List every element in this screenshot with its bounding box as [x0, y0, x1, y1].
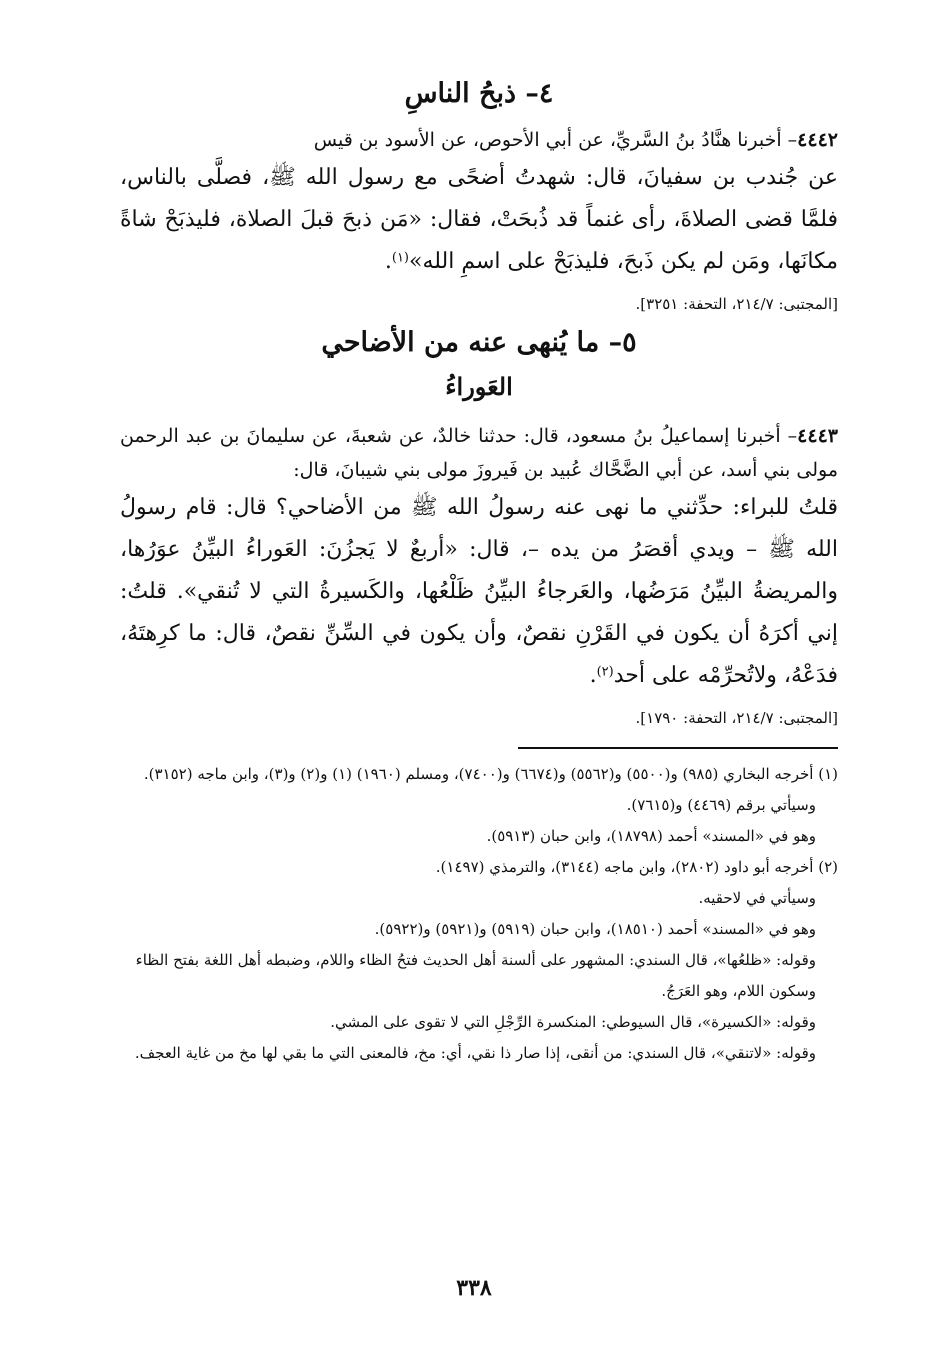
footnote-line: وقوله: «الكسيرة»، قال السيوطي: المنكسرة الرِّجْلِ التي لا تقوى على المشي. — [330, 1013, 816, 1031]
hadith-4442-lead-line — [314, 129, 838, 151]
footnote-marker[interactable]: (٢) — [596, 664, 614, 680]
hadith-isnad: – أخبرنا هنَّادُ بنُ السَّريِّ، عن أبي الأحوص، عن الأسود بن قيس — [313, 129, 798, 151]
hadith-4443: ٤٤٤٣– أخبرنا إسماعيلُ بنُ مسعود، قال: حدثنا خالدٌ، عن شعبةَ، عن سليمانَ بن عبد الرحمن مولى بني أسد، عن أبي الضَّحَّاك عُبيد بن فَيروزَ مولى بني شيبانَ، قال: قلتُ للبراء: حدِّثني ما نهى عنه رسولُ الله ﷺ من الأضاحي؟ قال: قام رسولُ الله ﷺ – ويدي أقصَرُ من يده –، قال: «أربعٌ لا يَجزُنَ: العَوراءُ البيِّنُ عوَرُها، والمريضةُ البيِّنُ مَرَضُها، والعَرجاءُ البيِّنُ ظَلْعُها، والكَسيرةُ التي لا تُنقي». قلتُ: إني أكرَهُ أن يكون في القَرْنِ نقصٌ، وأن يكون في السِّنِّ نقصٌ، قال: ما كرِهتَهُ، فدَعْهُ، ولاتُحرِّمْه على أحد$^{(٢)}$. — [120, 425, 838, 688]
footnotes — [120, 759, 838, 1069]
hadith-text: عن جُندب بن سفيانَ، قال: شهدتُ أضحًى مع رسول الله ﷺ، فصلَّى بالناس، فلمَّا قضى الصلاةَ، رأى غنماً قد ذُبحَتْ، فقال: «مَن ذبحَ قبلَ الصلاة، فليذبَحْ شاةً مكانَها، ومَن لم يكن ذَبحَ، فليذبَحْ على اسمِ الله» — [120, 165, 838, 274]
section-subheading: العَوراءُ — [445, 372, 513, 401]
footnote-line: وقوله: «ظلعُها»، قال السندي: المشهور على ألسنة أهل الحديث فتحُ الظاء واللام، وضبطه أهل اللغة بفتح الظاء وسكون اللام، وهو العَرَجُ. — [135, 951, 816, 1000]
hadith-text: قلتُ للبراء: حدِّثني ما نهى عنه رسولُ الله ﷺ من الأضاحي؟ قال: قام رسولُ الله ﷺ – ويدي أقصَرُ من يده –، قال: «أربعٌ لا يَجزُنَ: العَوراءُ البيِّنُ عوَرُها، والمريضةُ البيِّنُ مَرَضُها، والعَرجاءُ البيِّنُ ظَلْعُها، والكَسيرةُ التي لا تُنقي». قلتُ: إني أكرَهُ أن يكون في القَرْنِ نقصٌ، وأن يكون في السِّنِّ نقصٌ، قال: ما كرِهتَهُ، فدَعْهُ، ولاتُحرِّمْه على أحد — [120, 495, 838, 688]
footnote-marker[interactable]: (١) — [391, 250, 409, 266]
hadith-4443-lead — [120, 425, 838, 481]
footnote-line: وسيأتي في لاحقيه. — [698, 889, 816, 907]
chapter-title-4: ٤– ذبحُ الناسِ — [404, 78, 554, 109]
footnote-divider — [518, 747, 838, 749]
chapter-title-5: ٥– ما يُنهى عنه من الأضاحي — [321, 327, 637, 358]
hadith-4442: ٤٤٤٢– أخبرنا هنَّادُ بنُ السَّريِّ، عن أبي الأحوص، عن الأسود بن قيس عن جُندب بن سفيانَ، قال: شهدتُ أضحًى مع رسول الله ﷺ، فصلَّى بالناس، فلمَّا قضى الصلاةَ، رأى غنماً قد ذُبحَتْ، فقال: «مَن ذبحَ قبلَ الصلاة، فليذبَحْ شاةً مكانَها، ومَن لم يكن ذَبحَ، فليذبَحْ على اسمِ الله»$^{(١)}$. — [120, 129, 838, 274]
hadith-number: ٤٤٤٣ — [797, 425, 838, 447]
source-reference: [المجتبى: ٢١٤/٧، التحفة: ١٧٩٠]. — [635, 709, 838, 727]
footnote-line: وسيأتي برقم (٤٤٦٩) و(٧٦١٥). — [626, 796, 816, 814]
footnote-line: وقوله: «لاتنقي»، قال السندي: من أنقى، إذا صار ذا نقي، أي: مخ، فالمعنى التي ما بقي لها مخ من غاية العجف. — [134, 1044, 816, 1062]
footnote-line: (٢) أخرجه أبو داود (٢٨٠٢)، وابن ماجه (٣١٤٤)، والترمذي (١٤٩٧). — [435, 858, 838, 876]
source-reference: [المجتبى: ٢١٤/٧، التحفة: ٣٢٥١]. — [635, 295, 838, 313]
hadith-isnad: – أخبرنا إسماعيلُ بنُ مسعود، قال: حدثنا خالدٌ، عن شعبةَ، عن سليمانَ بن عبد الرحمن مولى بني أسد، عن أبي الضَّحَّاك عُبيد بن فَيروزَ مولى بني شيبانَ، قال: — [120, 425, 838, 481]
page-number: ٣٣٨ — [456, 1275, 492, 1301]
footnote-line: (١) أخرجه البخاري (٩٨٥) و(٥٥٠٠) و(٥٥٦٢) و(٦٦٧٤) و(٧٤٠٠)، ومسلم (١٩٦٠) (١) و(٢) و(٣)، وابن ماجه (٣١٥٢). — [143, 765, 838, 783]
footnote-line: وهو في «المسند» أحمد (١٨٧٩٨)، وابن حبان (٥٩١٣). — [486, 827, 816, 845]
hadith-number: ٤٤٤٢ — [797, 129, 838, 151]
footnote-line: وهو في «المسند» أحمد (١٨٥١٠)، وابن حبان (٥٩١٩) و(٥٩٢١) و(٥٩٢٢). — [374, 920, 816, 938]
